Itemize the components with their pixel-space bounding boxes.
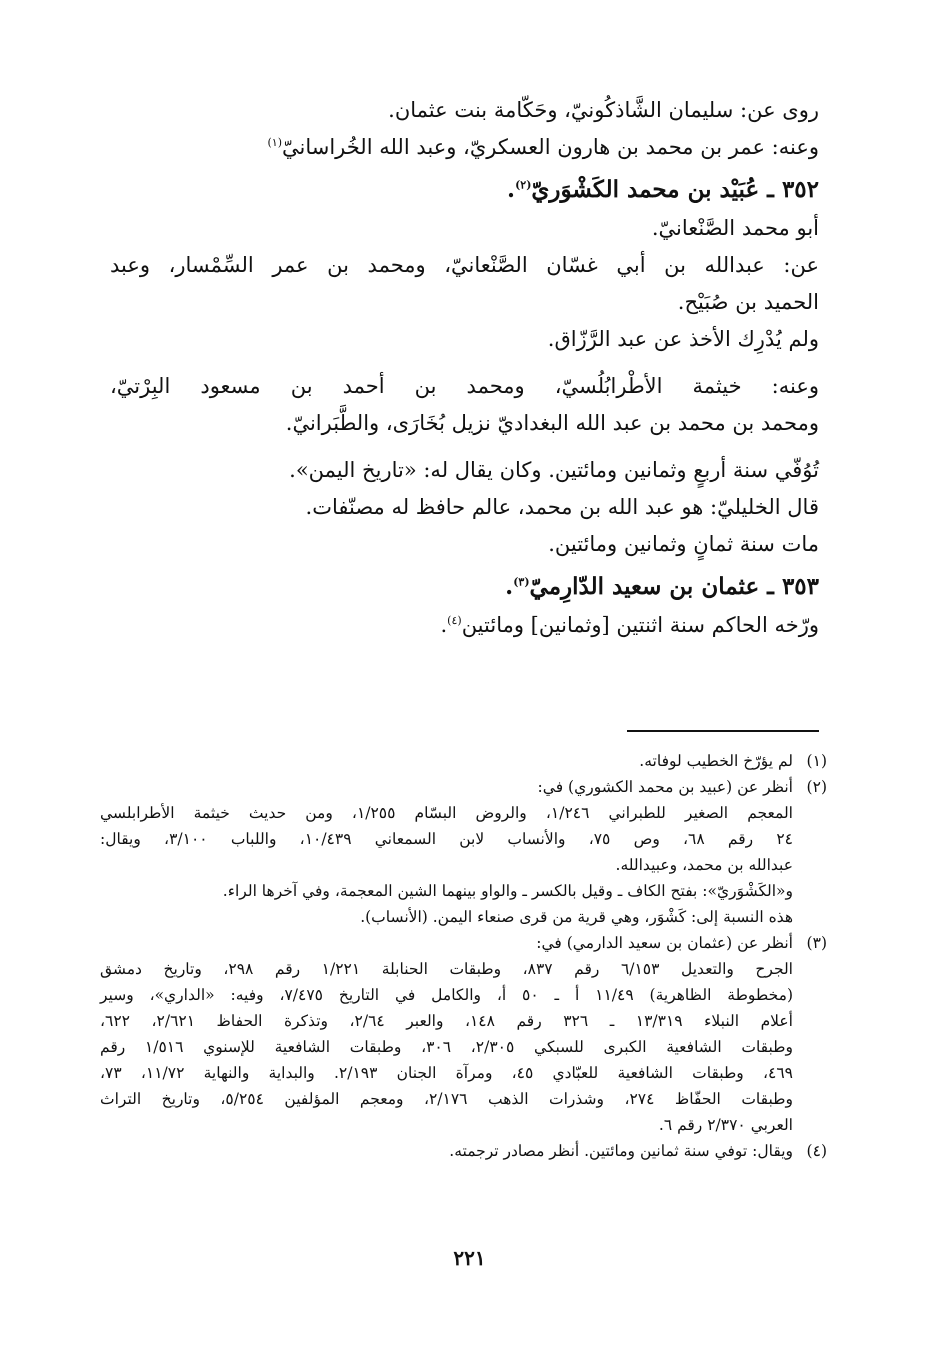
main-text [110, 92, 819, 644]
footnote-line: و«الكَشْوَريّ»: بفتح الكاف ـ وقيل بالكسر ـ والواو بينهما الشين المعجمة، وفي آخرها الراء. [222, 882, 793, 900]
footnote-line: أنظر عن (عبيد بن محمد الكشوري) في: [537, 778, 793, 796]
footnote-line: عبدالله بن محمد، وعبيدالله. [615, 856, 793, 874]
footnote-number: (٢) [806, 778, 827, 796]
footnote-separator [627, 730, 819, 732]
entry-352-death: تُوُفّي سنة أربعٍ وثمانين ومائتين. وكان يقال له: «تاريخ اليمن». [289, 458, 819, 482]
footnote-line: (مخطوطة الظاهرية) ١١/٤٩ أ ـ ٥٠ أ، والكامل في التاريخ ٧/٤٧٥، وفيه: «الداري»، وسير [100, 986, 793, 1004]
entry-352-students-line1: وعنه: خيثمة الأطْرابُلُسيّ، ومحمد بن أحمد بن مسعود البِرْتيّ، [110, 374, 819, 398]
footnote-line: الجرح والتعديل ٦/١٥٣ رقم ٨٣٧، وطبقات الحنابلة ١/٢٢١ رقم ٢٩٨، وتاريخ دمشق [100, 960, 793, 978]
entry-352-death-alt: مات سنة ثمانٍ وثمانين ومائتين. [548, 532, 819, 556]
footnote-line: أعلام النبلاء ١٣/٣١٩ ـ ٣٢٦ رقم ١٤٨، والعبر ٢/٦٤، وتذكرة الحفاظ ٢/٦٢١، ٦٢٢، [100, 1012, 793, 1030]
footnote-line: أنظر عن (عثمان بن سعيد الدارمي) في: [536, 934, 793, 952]
footnote-ref-1[interactable]: (١) [267, 136, 282, 149]
footnote-line: ٤٦٩، وطبقات الشافعية للعبّادي ٤٥، ومرآة الجنان ٢/١٩٣. والبداية والنهاية ١١/٧٢، ٧٣، [100, 1064, 793, 1082]
footnote-number: (٣) [806, 934, 827, 952]
footnote-line: وطبقات الحفّاظ ٢٧٤، وشذرات الذهب ٢/١٧٦، ومعجم المؤلفين ٥/٢٥٤، وتاريخ التراث [100, 1090, 793, 1108]
footnote-ref-2[interactable]: (٢) [515, 178, 532, 192]
footnote-ref-4[interactable]: (٤) [447, 614, 462, 627]
entry-352-from-line1: عن: عبدالله بن أبي غسّان الصَّنْعانيّ، ومحمد بن عمر السِّمْسار، وعبد [110, 253, 819, 277]
footnote-number: (٤) [806, 1142, 827, 1160]
footnote-line: ٢٤ رقم ٦٨، وص ٧٥، والأنساب لابن السمعاني ١٠/٤٣٩، واللباب ٣/١٠٠، ويقال: [100, 830, 793, 848]
footnote-line: وطبقات الشافعية الكبرى للسبكي ٢/٣٠٥، ٣٠٦، وطبقات الشافعية للإسنوي ١/٥١٦ رقم [100, 1038, 794, 1056]
entry-353-heading: ٣٥٣ ـ عثمان بن سعيد الدّارِميّ$^{(٣)}$. [505, 573, 819, 600]
page-number: ٢٢١ [453, 1246, 486, 1270]
footnote-2 [100, 774, 827, 930]
entry-352-kunya: أبو محمد الصَّنْعانيّ. [651, 216, 819, 240]
line-narrated-from: روى عن: سليمان الشَّاذكُونيّ، وحَكّامة بنت عثمان. [388, 98, 819, 122]
entry-352-from-line2: الحميد بن صُبَيْح. [677, 290, 819, 314]
footnote-line: لم يؤرّخ الخطيب لوفاته. [639, 752, 793, 770]
footnote-line: المعجم الصغير للطبراني ١/٢٤٦، والروض البسّام ١/٢٥٥، ومن حديث خيثمة الأطرابلسي [100, 804, 793, 822]
footnote-line: هذه النسبة إلى: كَشْوَر، وهي قرية من قرى صنعاء اليمن. (الأنساب). [360, 908, 793, 926]
entry-352-students-line2: ومحمد بن محمد بن عبد الله البغداديّ نزيل بُخَارَى، والطَّبَرانيّ. [285, 411, 819, 435]
entry-352-note: ولم يُدْرِك الأخذ عن عبد الرَّزّاق. [547, 327, 819, 351]
line-narrators: وعنه: عمر بن محمد بن هارون العسكريّ، وعبد الله الخُراسانيّ$^{(١)}$ [267, 135, 819, 159]
entry-352-khalili: قال الخليليّ: هو عبد الله بن محمد، عالم حافظ له مصنّفات. [305, 495, 819, 519]
footnote-number: (١) [806, 752, 827, 770]
footnotes [100, 748, 827, 1164]
footnote-line: العربي ٢/٣٧٠ رقم ٦. [658, 1116, 793, 1134]
entry-353-dated: ورّخه الحاكم سنة اثنتين [وثمانين] ومائتين$^{(٤)}$. [440, 613, 819, 637]
footnote-1 [100, 748, 827, 774]
entry-352-heading: ٣٥٢ ـ عُبَيْد بن محمد الكَشْوَريّ$^{(٢)}$. [507, 176, 819, 203]
footnote-ref-3[interactable]: (٣) [513, 575, 530, 589]
footnote-line: ويقال: توفي سنة ثمانين ومائتين. أنظر مصادر ترجمته. [449, 1142, 793, 1160]
footnote-4 [100, 1138, 827, 1164]
footnote-3 [100, 930, 827, 1138]
